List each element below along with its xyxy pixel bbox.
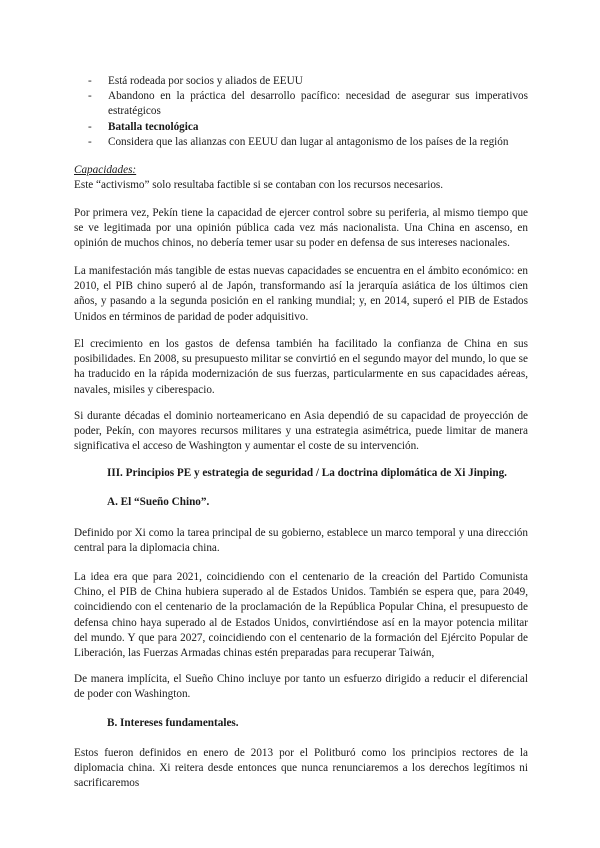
- bullet-item: [88, 135, 528, 150]
- paragraph-politburo: Estos fueron definidos en enero de 2013 por el Politburó como los principios rectores de la diplomacia china. Xi reitera desde entonces que nunca renunciaremos a los derechos legítimos ni sacrificaremos: [74, 747, 528, 790]
- paragraph-economia: La manifestación más tangible de estas nuevas capacidades se encuentra en el ámbito económico: en 2010, el PIB chino superó al de Japón, transformando así la jerarquía asiática de los últimos cien años, y pasando a la segunda posición en el ranking mundial; y, en 2014, superó el PIB de Estados Unidos en términos de paridad de poder adquisitivo.: [74, 265, 528, 323]
- bullet-dash: -: [88, 135, 92, 148]
- subheading-sueno-chino: A. El “Sueño Chino”.: [107, 496, 210, 508]
- bullet-item: [88, 74, 528, 89]
- bullet-text: Abandono en la práctica del desarrollo pacífico: necesidad de asegurar sus imperativos estratégicos: [108, 90, 528, 118]
- bullet-dash: -: [88, 90, 92, 103]
- paragraph-centenarios: La idea era que para 2021, coincidiendo con el centenario de la creación del Partido Comunista Chino, el PIB de China hubiera superado al de Estados Unidos. También se espera que, para 2049, coincidiendo con el centenario de la proclamación de la República Popular China, el presupuesto de defensa chino haya superado al de Estados Unidos, convirtiéndose así en la mayor potencia militar del mundo. Y que para 2027, coincidiendo con el centenario de la formación del Ejército Popular de Liberación, las Fuerzas Armadas chinas estén preparadas para recuperar Taiwán,: [74, 571, 528, 660]
- bullet-list: [88, 74, 528, 150]
- bullet-text: Está rodeada por socios y aliados de EEUU: [108, 75, 303, 87]
- bullet-text: Considera que las alianzas con EEUU dan lugar al antagonismo de los países de la región: [108, 135, 509, 148]
- subheading-intereses: B. Intereses fundamentales.: [107, 717, 239, 729]
- capacidades-label: Capacidades:: [74, 164, 137, 176]
- bullet-dash: -: [88, 75, 92, 87]
- section-heading: III. Principios PE y estrategia de seguridad / La doctrina diplomática de Xi Jinping.: [107, 467, 507, 479]
- bullet-item: [88, 89, 528, 119]
- bullet-text-bold: Batalla tecnológica: [108, 120, 199, 133]
- bullet-item: [88, 120, 528, 135]
- paragraph-implicita: De manera implícita, el Sueño Chino incluye por tanto un esfuerzo dirigido a reducir el diferencial de poder con Washington.: [74, 673, 528, 701]
- paragraph-dominio-asia: Si durante décadas el dominio norteamericano en Asia dependió de su capacidad de proyección de poder, Pekín, con mayores recursos militares y una estrategia asimétrica, puede limitar de manera significativa el acceso de Washington y aumentar el coste de su intervención.: [74, 410, 528, 453]
- bullet-dash: -: [88, 120, 92, 133]
- capacidades-intro: Este “activismo” solo resultaba factible si se contaban con los recursos necesarios.: [74, 179, 444, 191]
- paragraph-defensa: El crecimiento en los gastos de defensa también ha facilitado la confianza de China en sus posibilidades. En 2008, su presupuesto militar se convirtió en el segundo mayor del mundo, lo que se ha traducido en la rápida modernización de sus fuerzas, particularmente en sus capacidades aéreas, navales, misiles y ciberespacio.: [74, 338, 528, 396]
- paragraph-definido: Definido por Xi como la tarea principal de su gobierno, establece un marco temporal y una dirección central para la diplomacia china.: [74, 527, 528, 555]
- paragraph-control-periferia: Por primera vez, Pekín tiene la capacidad de ejercer control sobre su periferia, al mismo tiempo que se ve legitimada por una opinión pública cada vez más nacionalista. Una China en ascenso, en opinión de muchos chinos, no debería temer usar su poder en defensa de sus intereses nacionales.: [74, 207, 528, 250]
